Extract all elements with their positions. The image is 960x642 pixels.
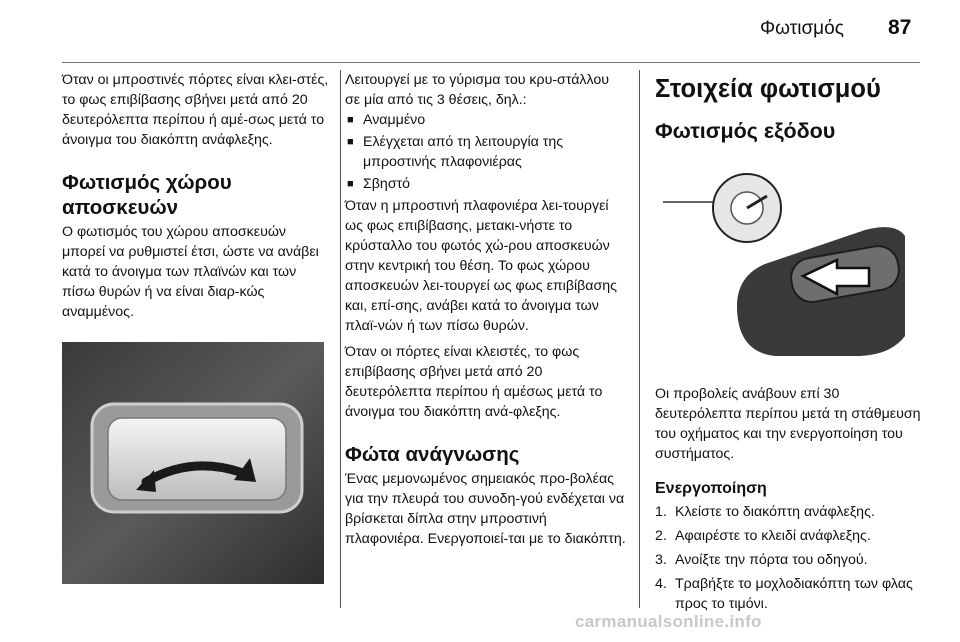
header-rule <box>62 62 920 63</box>
activation-steps <box>655 502 925 614</box>
step-number: 4. <box>655 576 667 592</box>
column-divider-2 <box>639 70 640 608</box>
list-item <box>655 550 925 570</box>
reading-lights-heading: Φώτα ανάγνωσης <box>345 443 520 466</box>
page-header-title: Φωτισμός <box>760 18 844 39</box>
column-2 <box>345 70 627 549</box>
col1-paragraph-1: Όταν οι μπροστινές πόρτες είναι κλει-στές, το φως επιβίβασης σβήνει μετά από 20 δευτερόλεπτα περίπου ή αμέ-σως μετά το άνοιγμα του διακόπτη ανάφλεξης. <box>62 72 329 148</box>
col1-paragraph-2: Ο φωτισμός του χώρου αποσκευών μπορεί να ρυθμιστεί έτσι, ώστε να ανάβει κατά το άνοιγμα των πλαϊνών και των πίσω θυρών ή να είναι διαρ-κώς αναμμένος. <box>62 224 319 320</box>
col2-paragraph-1: Λειτουργεί με το γύρισμα του κρυ-στάλλου σε μία από τις 3 θέσεις, δηλ.: <box>345 72 610 108</box>
step-text: Ανοίξτε την πόρτα του οδηγού. <box>675 552 868 568</box>
step-text: Κλείστε το διακόπτη ανάφλεξης. <box>675 504 875 520</box>
light-switch-figure <box>655 156 913 370</box>
list-item <box>655 574 925 614</box>
step-number: 1. <box>655 504 667 520</box>
column-3 <box>655 70 925 618</box>
step-text: Αφαιρέστε το κλειδί ανάφλεξης. <box>675 528 871 544</box>
chapter-heading: Στοιχεία φωτισμού <box>655 75 881 103</box>
col2-paragraph-3: Όταν οι πόρτες είναι κλειστές, το φως επιβίβασης σβήνει μετά από 20 δευτερόλεπτα περίπου ή αμέσως μετά το άνοιγμα του διακόπτη ανά-φλεξης. <box>345 344 603 420</box>
page-number: 87 <box>888 16 912 39</box>
activation-heading: Ενεργοποίηση <box>655 480 767 497</box>
column-1 <box>62 70 330 584</box>
col3-paragraph-1: Οι προβολείς ανάβουν επί 30 δευτερόλεπτα περίπου μετά τη στάθμευση του οχήματος και την ενεργοποίηση του συστήματος. <box>655 386 921 462</box>
cargo-light-heading: Φωτισμός χώρου αποσκευών <box>62 171 232 219</box>
list-item: ■ Σβηστό <box>345 174 627 194</box>
list-item <box>655 502 925 522</box>
col2-paragraph-4: Ένας μεμονωμένος σημειακός προ-βολέας για την πλευρά του συνοδη-γού ενδέχεται να βρίσκεται δίπλα στην μπροστινή πλαφονιέρα. Ενεργοποιεί-ται με το διακόπτη. <box>345 471 626 547</box>
step-number: 2. <box>655 528 667 544</box>
step-text: Τραβήξτε το μοχλοδιακόπτη των φλας προς το τιμόνι. <box>675 576 913 612</box>
list-item: ■ Αναμμένο <box>345 110 627 130</box>
list-item <box>655 526 925 546</box>
light-lens <box>108 418 286 500</box>
step-number: 3. <box>655 552 667 568</box>
exit-lighting-heading: Φωτισμός εξόδου <box>655 119 836 143</box>
watermark: carmanualsonline.info <box>575 612 762 631</box>
cargo-light-figure <box>62 342 324 584</box>
list-item: ■ Ελέγχεται από τη λειτουργία της μπροστινής πλαφονιέρας <box>345 132 627 172</box>
position-list <box>345 110 627 194</box>
column-divider-1 <box>340 70 341 608</box>
col2-paragraph-2: Όταν η μπροστινή πλαφονιέρα λει-τουργεί ως φως επιβίβασης, μετακι-νήστε το κρύσταλλο του φωτός χώ-ρου αποσκευών στην κεντρική του θέση. Το φως χώρου αποσκευών λει-τουργεί ως φως επιβίβασης και, επί-σης, ανάβει κατά το άνοιγμα των πλαϊ-νών ή των πίσω θυρών. <box>345 198 617 334</box>
